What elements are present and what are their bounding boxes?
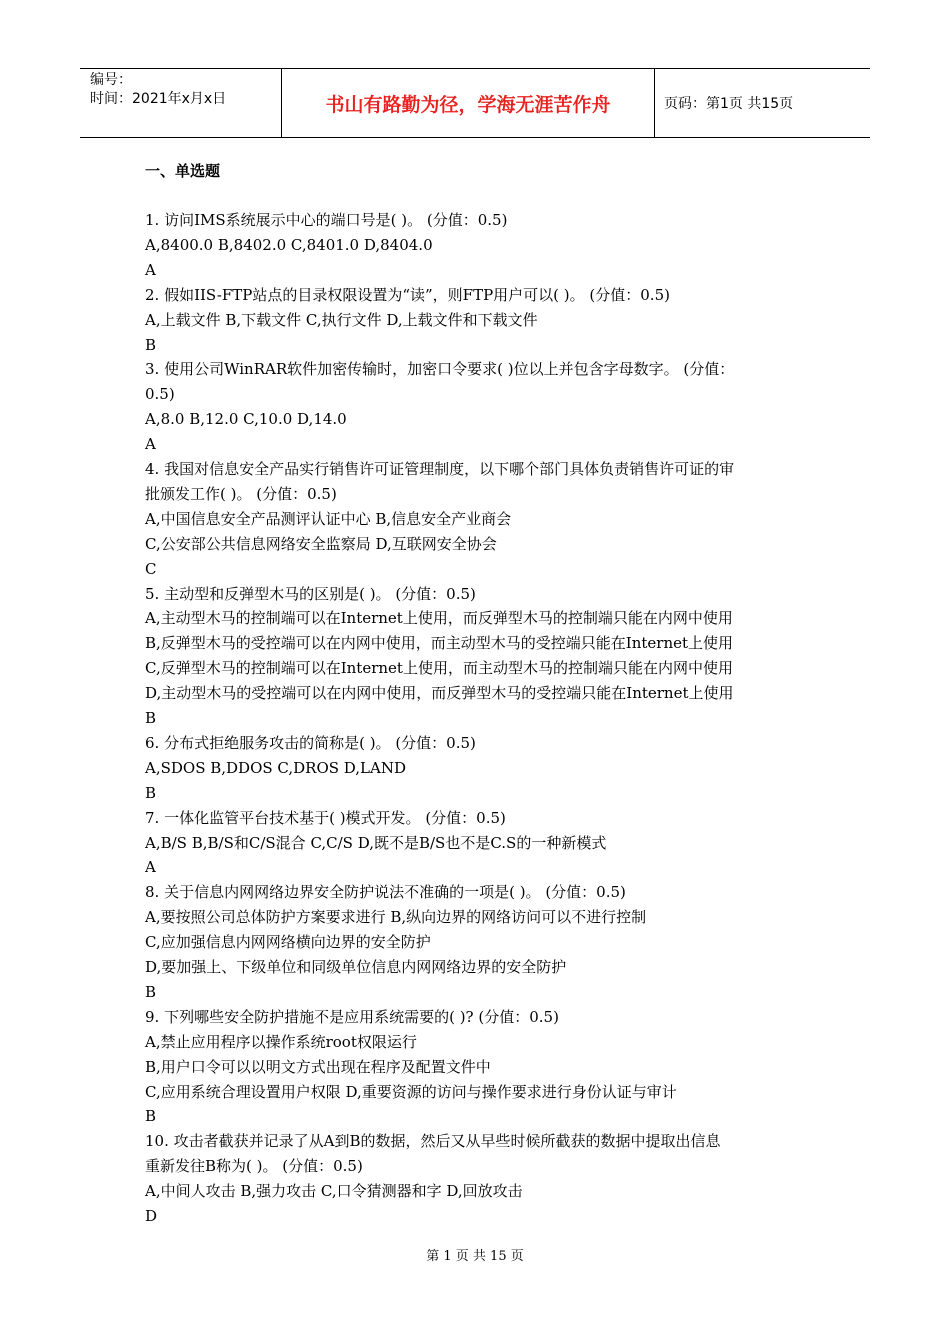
question-line: 2. 假如IIS-FTP站点的目录权限设置为“读”，则FTP用户可以( )。 (分值：0.5) [145,285,670,304]
question-line: 0.5) [145,385,175,404]
question-line: 10. 攻击者截获并记录了从A到B的数据，然后又从早些时候所截获的数据中提取出信息 [145,1132,721,1151]
question-line: A,要按照公司总体防护方案要求进行 B,纵向边界的网络访问可以不进行控制 [145,908,647,927]
question-line: 7. 一体化监管平台技术基于( )模式开发。 (分值：0.5) [145,808,506,827]
question-line: 8. 关于信息内网网络边界安全防护说法不准确的一项是( )。 (分值：0.5) [145,883,626,902]
question-line: A,主动型木马的控制端可以在Internet上使用，而反弹型木马的控制端只能在内网中使用 [145,609,733,628]
question-line: 9. 下列哪些安全防护措施不是应用系统需要的( )? (分值：0.5) [145,1007,559,1026]
question-line: A,中间人攻击 B,强力攻击 C,口令猜测器和字 D,回放攻击 [145,1182,523,1201]
page-footer: 第 1 页 共 15 页 [426,1249,524,1264]
question-line: 重新发往B称为( )。 (分值：0.5) [145,1157,363,1176]
question-line: D [145,1207,158,1225]
question-line: A,中国信息安全产品测评认证中心 B,信息安全产业商会 [145,509,512,528]
question-line: A [145,858,156,877]
question-line: D,主动型木马的受控端可以在内网中使用，而反弹型木马的受控端只能在Internet上使用 [145,684,734,703]
question-line: B [145,1107,157,1126]
date-line: 时间：2021年x月x日 [90,91,227,107]
question-line: C,公安部公共信息网络安全监察局 D,互联网安全协会 [145,534,497,553]
question-line: A,8.0 B,12.0 C,10.0 D,14.0 [145,410,347,429]
question-line: B [145,709,157,727]
question-line: 4. 我国对信息安全产品实行销售许可证管理制度，以下哪个部门具体负责销售许可证的审 [145,460,735,478]
question-line: B,反弹型木马的受控端可以在内网中使用，而主动型木马的受控端只能在Internet上使用 [145,634,734,653]
question-line: A [145,260,156,279]
question-line: 5. 主动型和反弹型木马的区别是( )。 (分值：0.5) [145,584,476,603]
question-line: A [145,435,156,454]
question-line: B [145,783,157,802]
question-line: D,要加强上、下级单位和同级单位信息内网网络边界的安全防护 [145,958,567,976]
question-line: 3. 使用公司WinRAR软件加密传输时，加密口令要求( )位以上并包含字母数字。 (分值： [145,360,735,379]
question-line: A,SDOS B,DDOS C,DROS D,LAND [145,758,407,777]
question-line: C,应用系统合理设置用户权限 D,重要资源的访问与操作要求进行身份认证与审计 [145,1082,677,1101]
header-motto: 书山有路勤为径，学海无涯苦作舟 [282,69,655,137]
header-page-info: 页码：第1页 共15页 [664,96,794,112]
question-line: A,禁止应用程序以操作系统root权限运行 [145,1032,417,1051]
code-label: 编号： [90,72,132,88]
header-meta [80,69,282,137]
question-line: 批颁发工作( )。 (分值：0.5) [145,484,337,503]
question-line: A,B/S B,B/S和C/S混合 C,C/S D,既不是B/S也不是C.S的一种新模式 [145,833,607,852]
question-line: 1. 访问IMS系统展示中心的端口号是( )。 (分值：0.5) [145,211,508,229]
question-line: A,上载文件 B,下载文件 C,执行文件 D,上载文件和下载文件 [145,310,538,329]
question-line: 6. 分布式拒绝服务攻击的简称是( )。 (分值：0.5) [145,733,476,752]
section-title: 一、单选题 [145,162,221,180]
question-line: B [145,335,157,354]
question-line: B,用户口令可以以明文方式出现在程序及配置文件中 [145,1057,491,1076]
question-line: C,应加强信息内网网络横向边界的安全防护 [145,933,431,952]
question-line: C [145,559,157,578]
question-line: B [145,982,157,1001]
question-line: C,反弹型木马的控制端可以在Internet上使用，而主动型木马的控制端只能在内网中使用 [145,659,733,678]
page-header [80,68,870,138]
question-line: A,8400.0 B,8402.0 C,8401.0 D,8404.0 [145,235,433,254]
